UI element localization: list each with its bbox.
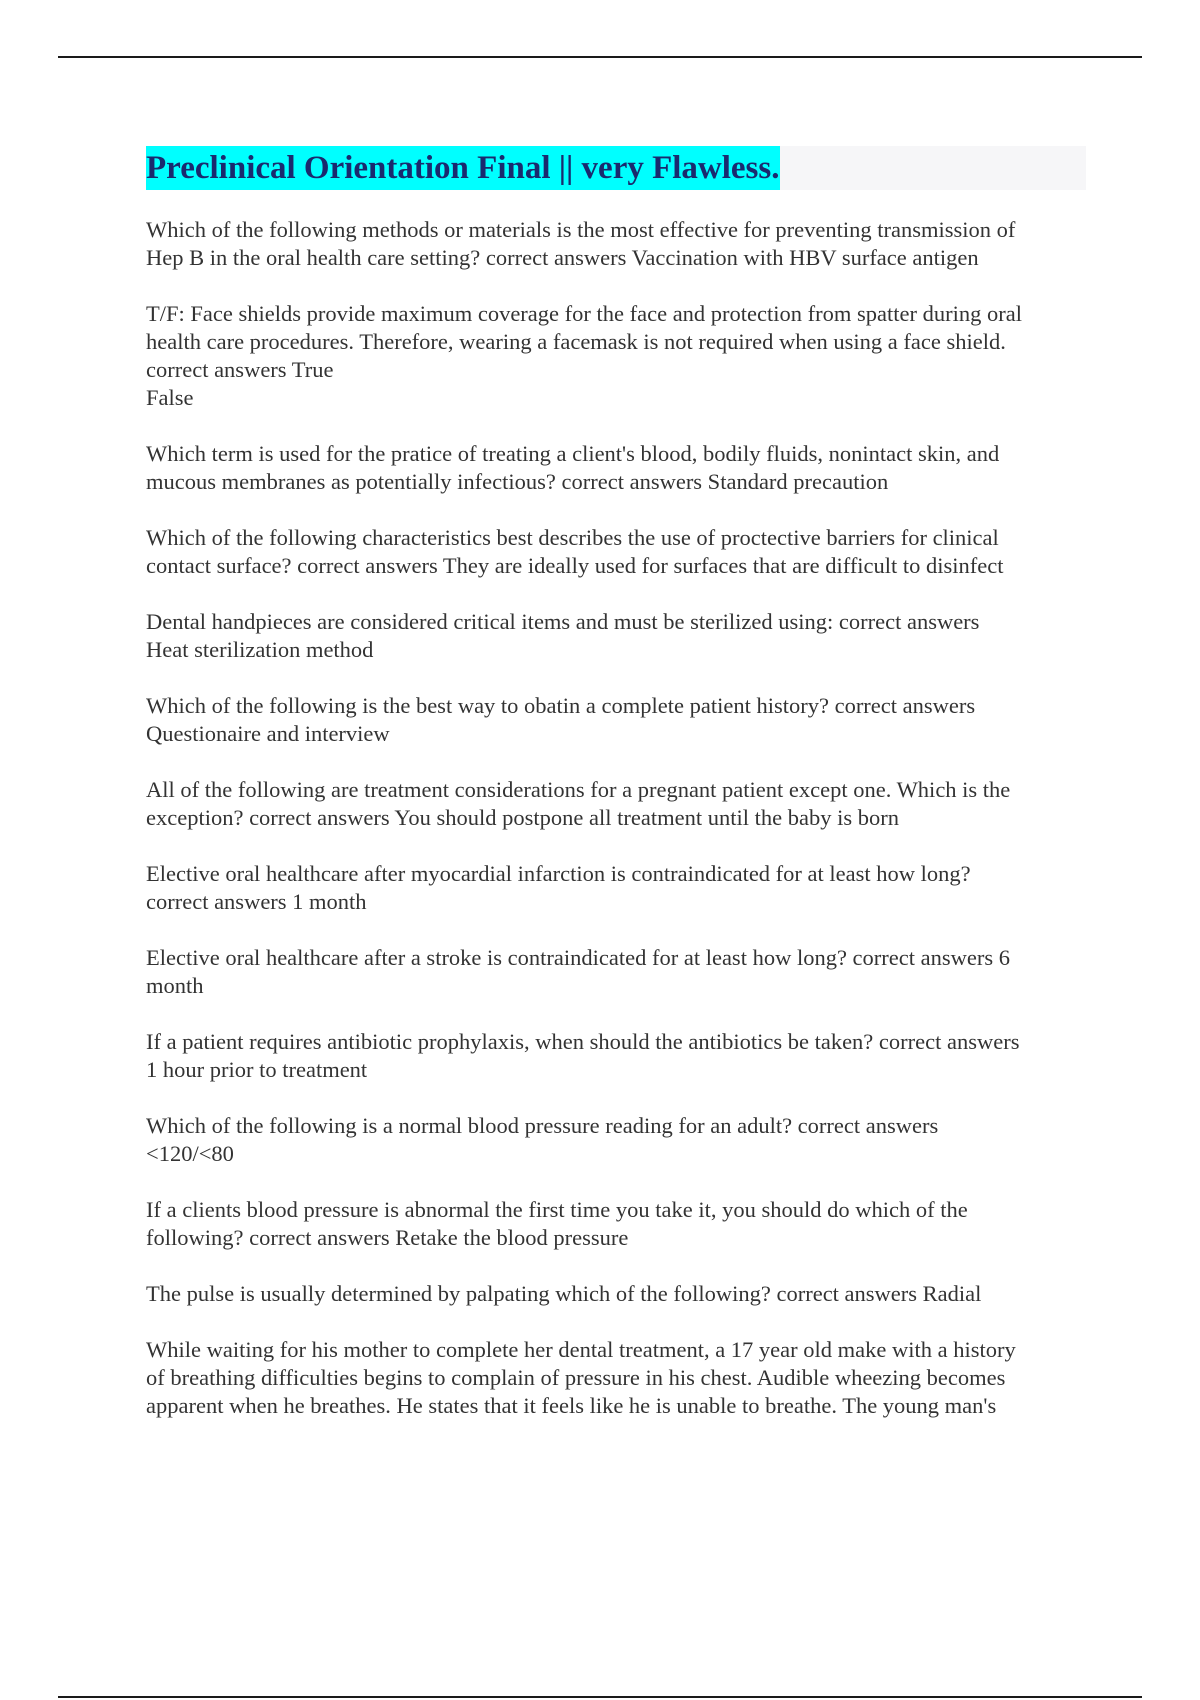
qa-item-5: Dental handpieces are considered critical items and must be sterilized using: correct answers Heat sterilization method	[146, 609, 980, 662]
qa-item-4: Which of the following characteristics best describes the use of proctective barriers for clinical contact surface? correct answers They are ideally used for surfaces that are difficult to disinfect	[146, 525, 1004, 578]
document-body	[146, 146, 1086, 1448]
qa-item-6: Which of the following is the best way to obatin a complete patient history? correct answers Questionaire and interview	[146, 693, 976, 746]
qa-list	[146, 216, 1086, 1420]
qa-item-1: Which of the following methods or materials is the most effective for preventing transmission of Hep B in the oral health care setting? correct answers Vaccination with HBV surface antigen	[146, 217, 1016, 270]
title-band	[146, 146, 1086, 190]
qa-item-12: If a clients blood pressure is abnormal the first time you take it, you should do which of the following? correct answers Retake the blood pressure	[146, 1197, 968, 1250]
qa-item-13: The pulse is usually determined by palpating which of the following? correct answers Radial	[146, 1281, 982, 1306]
qa-item-14: While waiting for his mother to complete her dental treatment, a 17 year old make with a history of breathing difficulties begins to complain of pressure in his chest. Audible wheezing becomes apparent when he breathes. He states that it feels like he is unable to breathe. The young man's	[146, 1337, 1016, 1418]
qa-item-7: All of the following are treatment considerations for a pregnant patient except one. Which is the exception? correct answers You should postpone all treatment until the baby is born	[146, 777, 1011, 830]
qa-item-8: Elective oral healthcare after myocardial infarction is contraindicated for at least how long? correct answers 1 month	[146, 861, 971, 914]
qa-item-11: Which of the following is a normal blood pressure reading for an adult? correct answers <120/<80	[146, 1113, 939, 1166]
bottom-divider	[58, 1696, 1142, 1698]
document-title: Preclinical Orientation Final || very Flawless.	[146, 146, 780, 190]
qa-item-3: Which term is used for the pratice of treating a client's blood, bodily fluids, nonintact skin, and mucous membranes as potentially infectious? correct answers Standard precaution	[146, 441, 1000, 494]
qa-item-9: Elective oral healthcare after a stroke is contraindicated for at least how long? correct answers 6 month	[146, 945, 1010, 998]
qa-item-2: T/F: Face shields provide maximum coverage for the face and protection from spatter during oral health care procedures. Therefore, wearing a facemask is not required when using a face shield. correct answers True False	[146, 301, 1022, 410]
top-divider	[58, 56, 1142, 58]
qa-item-10: If a patient requires antibiotic prophylaxis, when should the antibiotics be taken? correct answers 1 hour prior to treatment	[146, 1029, 1020, 1082]
